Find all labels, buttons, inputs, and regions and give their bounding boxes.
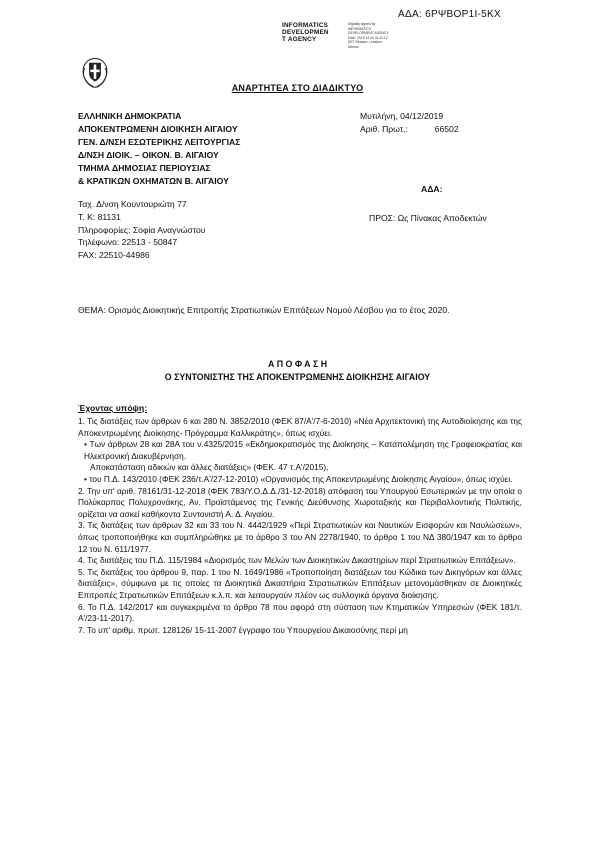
body-paragraph: 5. Τις διατάξεις του άρθρου 9, παρ. 1 του Ν. 1649/1986 «Τροποποίηση διατάξεων του Κώδικα των Δικηγόρων και άλλες διατάξεις», σύμφωνα με τις οποίες τα Διοικητικά Δικαστήρια Στρατιωτικών Επιτάξεων μετονομάσθηκαν σε Διοικητικές Επιτροπές Στρατιωτικών Επιτάξεων κ.λ.π. και λειτουργούν πλέον ως συλλογικά όργανα διοίκησης. xyxy=(78,566,522,600)
document-body xyxy=(78,416,522,636)
body-paragraph: 7. Το υπ' αριθμ. πρωτ. 128126/ 15-11-2007 έγγραφο του Υπουργείου Δικαιοσύνης περί μη xyxy=(78,624,408,635)
issuer-line: & ΚΡΑΤΙΚΩΝ ΟΧΗΜΑΤΩΝ Β. ΑΙΓΑΙΟΥ xyxy=(78,176,229,186)
recipients: ΠΡΟΣ: Ως Πίνακας Αποδεκτών xyxy=(369,213,487,223)
date-protocol-block xyxy=(360,110,459,136)
stamp-line: INFORMATICS xyxy=(282,22,329,29)
stamp-line: T AGENCY xyxy=(282,36,317,44)
body-paragraph: Αποκατάσταση αδικιών και άλλες διατάξεις» (ΦΕΚ. 47 τ.Α'/2015), xyxy=(90,462,329,473)
issuer-line: ΑΠΟΚΕΝΤΡΩΜΕΝΗ ΔΙΟΙΚΗΣΗ ΑΙΓΑΙΟΥ xyxy=(78,124,238,134)
protocol-number xyxy=(360,123,459,136)
decision-subtitle: Ο ΣΥΝΤΟΝΙΣΤΗΣ ΤΗΣ ΑΠΟΚΕΝΤΡΩΜΕΝΗΣ ΔΙΟΙΚΗΣΗΣ ΑΙΓΑΙΟΥ xyxy=(164,371,431,382)
body-paragraph: 3. Τις διατάξεις των άρθρων 32 και 33 του Ν. 4442/1929 «Περί Στρατιωτικών και Ναυτικών Εισφορών και Ναυλώσεων», όπως τροποποιήθηκε και συμπληρώθηκε με το άρθρο 3 του ΑΝ 2278/1940, το άρθρο 1 του ΝΔ 380/1947 και το άρθρο 12 του Ν. 611/1977. xyxy=(78,520,522,554)
subject-line: ΘΕΜΑ: Ορισμός Διοικητικής Επιτροπής Στρατιωτικών Επιτάξεων Νομού Λέσβου για το έτος 2020. xyxy=(78,305,450,315)
body-paragraph: • Των άρθρων 28 και 28Α του ν.4325/2015 «Εκδημοκρατισμός της Διοίκησης – Καταπολέμηση της Γραφειοκρατίας και Ηλεκτρονική Διακυβέρνηση. xyxy=(84,439,522,461)
contact-block xyxy=(78,198,206,262)
ada-code: ΑΔΑ: 6ΡΨΒΟΡ1Ι-5ΚΧ xyxy=(398,9,501,20)
body-paragraph: 2. Την υπ' αριθ. 78161/31-12-2018 (ΦΕΚ 783/Υ.Ο.Δ.Δ./31-12-2018) απόφαση του Υπουργού Εσωτερικών με την οποία ο Πολύκαρπος Πολυχρονάκης, Αν. Προϊστάμενος της Γενικής Διεύθυνσης Χωροταξικής και Περιβαλλοντικής Πολιτικής, ορίζεται να ασκεί καθήκοντα Συντονιστή Α. Δ. Αιγαίου. xyxy=(78,485,522,519)
body-paragraph: 4. Τις διατάξεις του Π.Δ. 115/1984 «Διορισμός των Μελών των Διοικητικών Δικαστηρίων περί Στρατιωτικών Επιτάξεων». xyxy=(78,555,516,566)
body-paragraph: 1. Τις διατάξεις των άρθρων 6 και 280 Ν. 3852/2010 (ΦΕΚ 87/Α'/7-6-2010) «Νέα Αρχιτεκτονική της Αυτοδιοίκησης και της Αποκεντρωμένης Διοίκησης- Πρόγραμμα Καλλικράτης», όπως ισχύει. xyxy=(78,416,522,438)
issuer-line: Δ/ΝΣΗ ΔΙΟΙΚ. – ΟΙΚΟΝ. Β. ΑΙΓΑΙΟΥ xyxy=(78,150,219,160)
body-paragraph: • του Π.Δ. 143/2010 (ΦΕΚ 236/τ.Α'/27-12-2010) «Οργανισμός της Αποκεντρωμένης Διοίκησης Αιγαίου», όπως ισχύει. xyxy=(84,473,513,484)
ada-label: ΑΔΑ: xyxy=(421,184,443,194)
protocol-value: 66502 xyxy=(434,124,459,134)
decision-title: Α Π Ο Φ Α Σ Η xyxy=(267,359,328,369)
contact-line: FAX: 22510-44986 xyxy=(78,250,150,261)
issuer-line: ΤΜΗΜΑ ΔΗΜΟΣΙΑΣ ΠΕΡΙΟΥΣΙΑΣ xyxy=(78,163,211,173)
contact-line: Ταχ. Δ/νση Κουντουριώτη 77 xyxy=(78,199,187,209)
contact-line: Τ. Κ: 81131 xyxy=(78,211,121,222)
stamp-line: DEVELOPMEN xyxy=(282,29,329,37)
digital-signature-stamp xyxy=(282,22,346,44)
contact-line: Τηλέφωνο: 22513 - 50847 xyxy=(78,237,178,248)
issuer-line: ΓΕΝ. Δ/ΝΣΗ ΕΣΩΤΕΡΙΚΗΣ ΛΕΙΤΟΥΡΓΙΑΣ xyxy=(78,137,241,147)
stamp-fine-print: Digitally signed by INFORMATICS DEVELOPMENT AGENCY Date: 2019.12.04 11:11:12 EET Reason: Location: Athens xyxy=(348,22,389,49)
place-date: Μυτιλήνη, 04/12/2019 xyxy=(360,111,444,121)
considering-heading: Έχοντας υπόψη: xyxy=(78,403,148,413)
body-paragraph: 6. Το Π.Δ. 142/2017 και συγκεκριμένα το άρθρο 78 που αφορά στη σύσταση των Κτηματικών Υπηρεσιών (ΦΕΚ 181/τ. Α'/23-11-2017). xyxy=(78,601,522,624)
decision-heading xyxy=(0,358,595,383)
page-title: ΑΝΑΡΤΗΤΕΑ ΣΤΟ ΔΙΑΔΙΚΤΥΟ xyxy=(231,83,364,93)
issuer-header xyxy=(78,110,240,188)
issuer-line: ΕΛΛΗΝΙΚΗ ΔΗΜΟΚΡΑΤΙΑ xyxy=(78,111,182,121)
contact-line: Πληροφορίες: Σοφία Αναγνώστου xyxy=(78,224,206,235)
protocol-label: Αριθ. Πρωτ.: xyxy=(360,124,408,134)
